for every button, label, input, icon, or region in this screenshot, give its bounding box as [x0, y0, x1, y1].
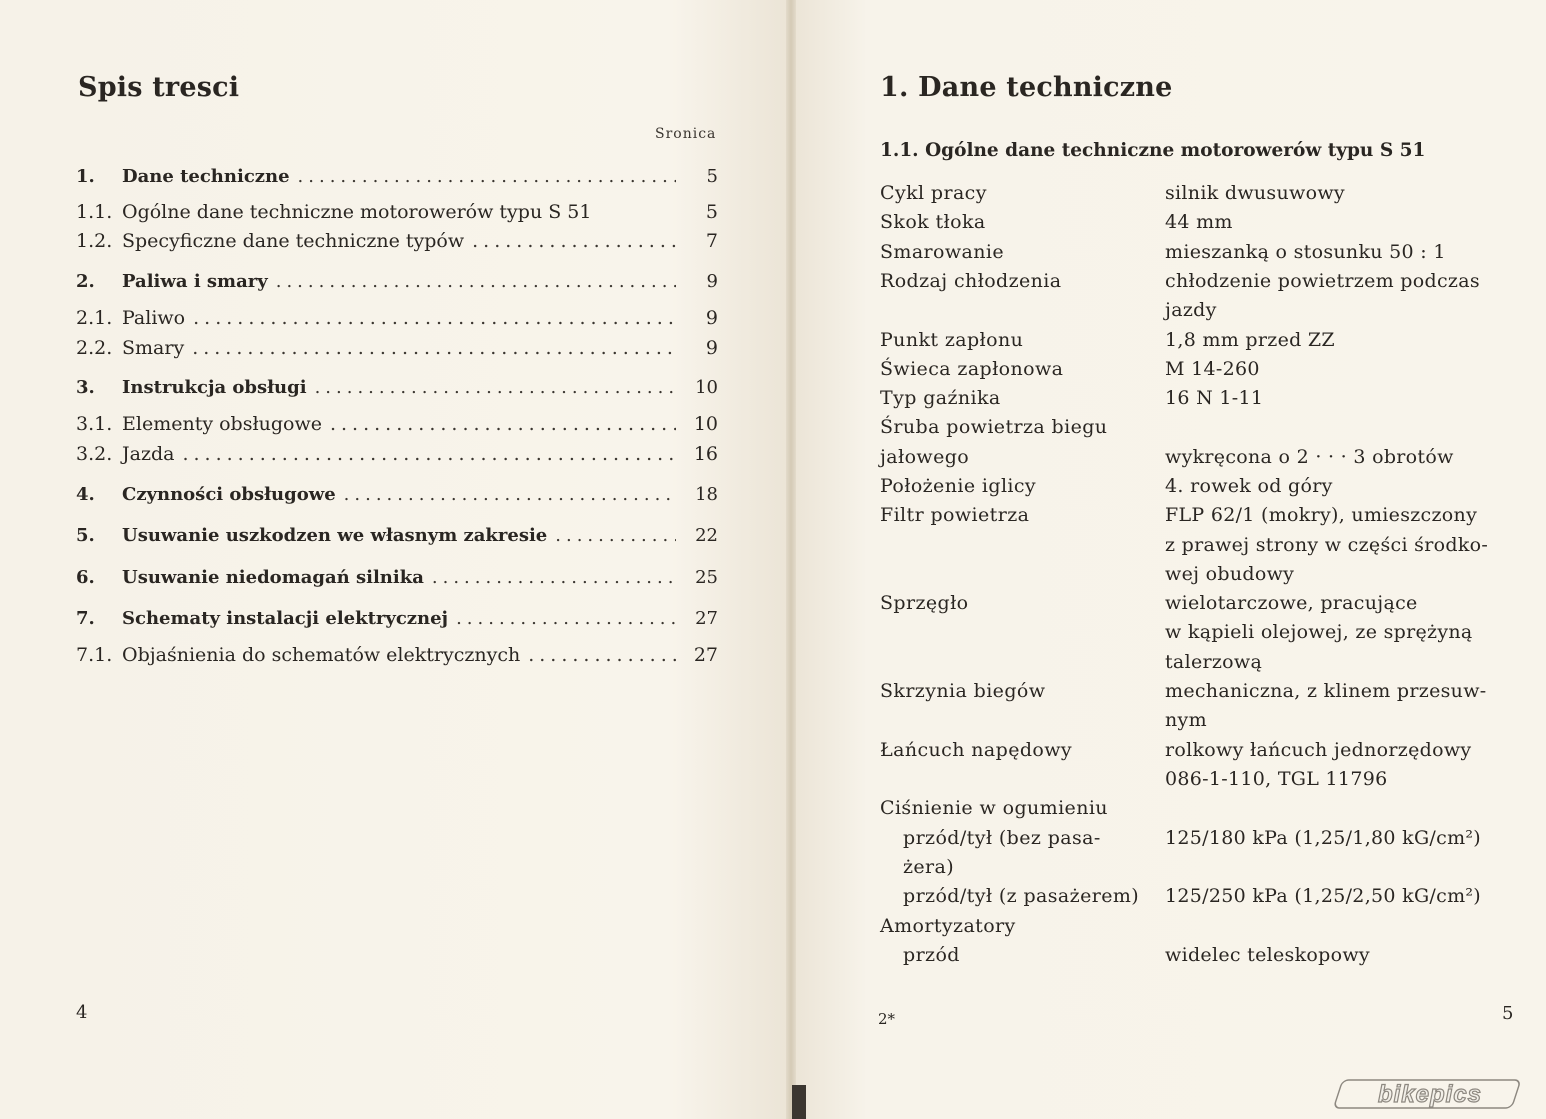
left-page-number: 4 — [76, 1002, 88, 1023]
spec-label-line: przód/tył (z pasażerem) — [903, 885, 1140, 908]
spec-value-line — [1165, 794, 1530, 823]
toc-entry-page: 27 — [693, 644, 718, 666]
toc-entry — [76, 567, 718, 595]
toc-entry-number: 6. — [76, 567, 95, 588]
spec-value-line: 125/250 kPa (1,25/2,50 kG/cm²) — [1165, 885, 1482, 908]
spec-label-line: Skok tłoka — [880, 211, 986, 234]
toc-entry-number: 1. — [76, 166, 95, 187]
spec-value-line: wykręcona o 2 · · · 3 obrotów — [1165, 445, 1454, 468]
spec-label — [880, 794, 1165, 823]
toc-entry-title: Usuwanie uszkodzen we własnym zakresie — [122, 525, 548, 546]
toc-entry-title: Jazda — [122, 443, 175, 465]
spec-label — [880, 208, 1165, 237]
toc-entry-number: 2.1. — [76, 307, 113, 329]
spec-value-line: mieszanką o stosunku 50 : 1 — [1165, 240, 1446, 263]
spec-value — [1165, 384, 1530, 413]
spec-row — [880, 267, 1530, 326]
spec-row — [880, 501, 1530, 589]
toc-entry-title: Paliwa i smary — [122, 271, 268, 292]
spec-value-line: w kąpieli olejowej, ze sprężyną — [1165, 621, 1473, 644]
toc-dot-leader — [344, 484, 676, 505]
spine-shadow — [792, 1085, 806, 1119]
toc-entry-title: Dane techniczne — [122, 166, 290, 187]
toc-entry-page: 9 — [705, 337, 718, 359]
toc-entry-title: Paliwo — [122, 307, 186, 329]
toc-entry-number: 3.2. — [76, 443, 113, 465]
toc-title: Spis tresci — [78, 72, 240, 103]
spec-row — [880, 384, 1530, 413]
spec-value-line: wej obudowy — [1165, 562, 1295, 585]
toc-entry — [76, 413, 718, 441]
toc-dot-leader — [192, 337, 676, 359]
toc-entry — [76, 201, 718, 229]
book-spine — [786, 0, 796, 1119]
toc-entry — [76, 307, 718, 335]
spec-value-line: FLP 62/1 (mokry), umieszczony — [1165, 504, 1478, 527]
spec-row — [880, 912, 1530, 941]
spec-row — [880, 355, 1530, 384]
toc-dot-leader — [315, 377, 676, 398]
toc-entry-page: 27 — [695, 608, 718, 629]
toc-entry-title: Specyficzne dane techniczne typów — [122, 230, 465, 252]
spec-value-line: z prawej strony w części środko- — [1165, 533, 1489, 556]
spec-label — [880, 589, 1165, 677]
spec-label — [880, 912, 1165, 941]
spec-label — [880, 501, 1165, 589]
toc-entry-number: 3.1. — [76, 413, 113, 435]
toc-dot-leader — [456, 608, 676, 629]
toc-entry — [76, 608, 718, 636]
toc-entry — [76, 525, 718, 553]
spec-label — [880, 413, 1165, 472]
toc-entry-number: 3. — [76, 377, 95, 398]
spec-label-line: Rodzaj chłodzenia — [880, 269, 1062, 292]
spec-value-line: 1,8 mm przed ZZ — [1165, 328, 1335, 351]
toc-entry-number: 4. — [76, 484, 95, 505]
bikepics-watermark-logo — [1330, 1076, 1525, 1112]
spec-value — [1165, 501, 1530, 589]
spec-row — [880, 179, 1530, 208]
toc-dot-leader — [472, 230, 676, 252]
toc-entry-page: 5 — [705, 201, 718, 223]
spec-label — [880, 267, 1165, 326]
spec-value-line: chłodzenie powietrzem podczas — [1165, 269, 1480, 292]
spec-row — [880, 794, 1530, 823]
spec-value-line — [1165, 912, 1530, 941]
spec-label-line: Punkt zapłonu — [880, 328, 1024, 351]
toc-entry-page: 25 — [695, 567, 718, 588]
spec-row — [880, 941, 1530, 970]
section-title: 1.1. Ogólne dane techniczne motorowerów typu S 51 — [880, 140, 1426, 161]
spec-value-line: mechaniczna, z klinem przesuw- — [1165, 680, 1487, 703]
spec-row — [880, 326, 1530, 355]
toc-dot-leader — [330, 413, 676, 435]
toc-dot-leader — [182, 443, 676, 465]
toc-dot-leader — [555, 525, 676, 546]
spec-value — [1165, 736, 1530, 795]
spec-value-line: rolkowy łańcuch jednorzędowy — [1165, 738, 1472, 761]
toc-entry-title: Schematy instalacji elektrycznej — [122, 608, 449, 629]
spec-row — [880, 882, 1530, 911]
spec-label-line: Położenie iglicy — [880, 475, 1037, 497]
toc-entry-number: 2. — [76, 271, 95, 292]
toc-entry-title: Czynności obsługowe — [122, 484, 336, 505]
spec-value-line: nym — [1165, 709, 1207, 732]
toc-dot-leader — [528, 644, 676, 666]
spec-value-line: M 14-260 — [1165, 357, 1260, 380]
right-page-number: 5 — [1502, 1003, 1514, 1024]
spec-label-line: Sprzęgło — [880, 592, 969, 615]
spec-value — [1165, 326, 1530, 355]
spec-value-line: 086-1-110, TGL 11796 — [1165, 767, 1388, 790]
spec-value-line: 44 mm — [1165, 211, 1233, 234]
toc-entry — [76, 443, 718, 471]
toc-entry-title: Ogólne dane techniczne motorowerów typu S 51 — [122, 201, 592, 223]
spec-label — [880, 824, 1165, 883]
toc-entry-title: Smary — [122, 337, 185, 359]
spec-value-line: widelec teleskopowy — [1165, 943, 1370, 966]
spec-row — [880, 589, 1530, 677]
spec-value-line — [1165, 413, 1530, 442]
toc-page-column-header: Sronica — [655, 126, 717, 142]
spec-value — [1165, 677, 1530, 736]
toc-entry-number: 1.1. — [76, 201, 113, 223]
spec-row — [880, 413, 1530, 472]
toc-entry-number: 7. — [76, 608, 95, 629]
toc-entry — [76, 230, 718, 258]
spec-label — [880, 355, 1165, 384]
spec-value — [1165, 794, 1530, 823]
toc-entry-title: Instrukcja obsługi — [122, 377, 307, 398]
spec-value-line: 125/180 kPa (1,25/1,80 kG/cm²) — [1165, 826, 1482, 849]
spec-label-line: Cykl pracy — [880, 182, 987, 204]
toc-entry-page: 18 — [695, 484, 718, 505]
spec-label-line: Smarowanie — [880, 240, 1005, 263]
spec-row — [880, 208, 1530, 237]
spec-value-line: jazdy — [1165, 299, 1217, 322]
spec-value-line: talerzową — [1165, 650, 1263, 673]
signature-mark: 2* — [878, 1010, 896, 1028]
spec-label-line: Typ gaźnika — [880, 387, 1001, 410]
spec-value — [1165, 589, 1530, 677]
spec-label-line: Ciśnienie w ogumieniu — [880, 797, 1108, 820]
spec-value — [1165, 912, 1530, 941]
toc-entry — [76, 337, 718, 365]
spec-row — [880, 824, 1530, 883]
spec-label-line: przód/tył (bez pasa- — [903, 826, 1101, 849]
spec-row — [880, 677, 1530, 736]
toc-entry-page: 7 — [705, 230, 718, 252]
toc-entry-page: 16 — [693, 443, 718, 465]
spec-value — [1165, 238, 1530, 267]
toc-dot-leader — [298, 166, 676, 187]
toc-entry-title: Usuwanie niedomagań silnika — [122, 567, 424, 588]
toc-entry-number: 2.2. — [76, 337, 113, 359]
toc-entry-page: 10 — [693, 413, 718, 435]
spec-label — [880, 677, 1165, 736]
spec-value — [1165, 208, 1530, 237]
chapter-title: 1. Dane techniczne — [880, 72, 1173, 103]
spec-label — [880, 882, 1165, 911]
spec-value — [1165, 824, 1530, 883]
toc-entry — [76, 484, 718, 512]
spec-label-line: Świeca zapłonowa — [880, 357, 1064, 380]
toc-entry-title: Objaśnienia do schematów elektrycznych — [122, 644, 521, 666]
toc-entry — [76, 271, 718, 299]
spec-value — [1165, 355, 1530, 384]
spec-label — [880, 941, 1165, 970]
spec-label-line: Filtr powietrza — [880, 504, 1030, 527]
toc-entry-page: 22 — [695, 525, 718, 546]
toc-entry-page: 5 — [706, 166, 718, 187]
spec-label-line: Łańcuch napędowy — [880, 738, 1073, 761]
spec-label — [880, 472, 1165, 501]
spec-value-line: 16 N 1-11 — [1165, 387, 1264, 410]
spec-value-line: 4. rowek od góry — [1165, 475, 1333, 497]
spec-row — [880, 472, 1530, 501]
spec-value — [1165, 179, 1530, 208]
spec-label — [880, 326, 1165, 355]
spec-label-line: Skrzynia biegów — [880, 680, 1046, 703]
spec-label — [880, 736, 1165, 795]
spec-value — [1165, 882, 1530, 911]
spec-value — [1165, 472, 1530, 501]
toc-entry — [76, 377, 718, 405]
spec-value — [1165, 267, 1530, 326]
toc-entry-page: 9 — [705, 307, 718, 329]
spec-value-line: silnik dwusuwowy — [1165, 182, 1345, 204]
toc-entry-page: 10 — [695, 377, 718, 398]
spec-row — [880, 736, 1530, 795]
toc-entry — [76, 166, 718, 194]
spec-value — [1165, 941, 1530, 970]
spec-label-line: żera) — [903, 855, 955, 878]
spec-value — [1165, 413, 1530, 472]
spec-value-line: wielotarczowe, pracujące — [1165, 592, 1418, 615]
watermark-text: bikepics — [1377, 1081, 1483, 1108]
toc-dot-leader — [193, 307, 676, 329]
toc-dot-leader — [432, 567, 676, 588]
toc-entry-page: 9 — [706, 271, 718, 292]
spec-label — [880, 384, 1165, 413]
toc-entry — [76, 644, 718, 672]
spec-label — [880, 179, 1165, 208]
toc-entry-title: Elementy obsługowe — [122, 413, 322, 435]
toc-dot-leader — [276, 271, 676, 292]
spec-label-line: Śruba powietrza biegu — [880, 416, 1108, 439]
toc-entry-number: 5. — [76, 525, 95, 546]
toc-entry-number: 1.2. — [76, 230, 113, 252]
spec-label-line: jałowego — [880, 445, 970, 468]
spec-row — [880, 238, 1530, 267]
spec-label — [880, 238, 1165, 267]
spec-label-line: przód — [903, 943, 960, 966]
toc-entry-number: 7.1. — [76, 644, 113, 666]
spec-label-line: Amortyzatory — [880, 914, 1016, 937]
spec-value-line — [1165, 853, 1530, 882]
